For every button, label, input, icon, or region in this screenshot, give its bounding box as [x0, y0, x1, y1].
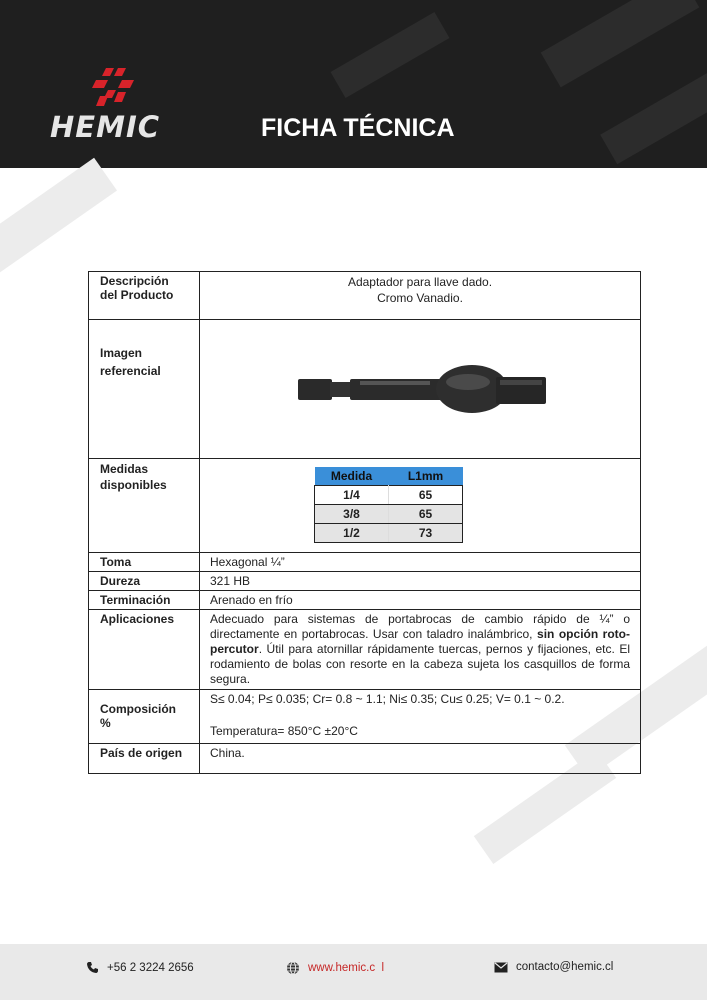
- size-length: 65: [389, 486, 463, 505]
- toma-label: Toma: [89, 553, 200, 572]
- origen-value: China.: [200, 744, 641, 774]
- phone-icon: [86, 961, 99, 974]
- image-label-text: Imagen referencial: [100, 346, 161, 378]
- aplicaciones-text-1: Adecuado para sistemas de portabrocas de cambio rápido de ¼” o directamente en portabrocas. Usar con taladro inalámbrico,: [210, 612, 630, 641]
- image-label: [89, 320, 200, 459]
- size-measure: 1/4: [315, 486, 389, 505]
- origen-label: País de origen: [89, 744, 200, 774]
- hemic-logo[interactable]: [50, 66, 180, 146]
- hemic-logo-icon: [88, 66, 148, 110]
- size-measure: 1/2: [315, 524, 389, 543]
- aplicaciones-value: [200, 610, 641, 690]
- footer-web[interactable]: [286, 961, 384, 975]
- footer: [0, 944, 707, 1000]
- terminacion-value: Arenado en frío: [200, 591, 641, 610]
- header-texture: [600, 70, 707, 164]
- composicion-line-2: Temperatura= 850°C ±20°C: [210, 724, 358, 738]
- website-link[interactable]: www.hemic.c l: [308, 962, 385, 974]
- sizes-label-text: Medidas disponibles: [100, 462, 167, 492]
- description-line-2: Cromo Vanadio.: [377, 291, 463, 305]
- dureza-value: 321 HB: [200, 572, 641, 591]
- sizes-cell: [200, 459, 641, 553]
- aplicaciones-text-2: . Útil para atornillar rápidamente tuercas, pernos y fijaciones, etc. El rodamiento de bolas con resorte en la cabeza sujeta los casquillos de forma segura.: [210, 642, 630, 686]
- page-title: FICHA TÉCNICA: [261, 114, 455, 142]
- footer-phone[interactable]: [86, 961, 194, 974]
- spec-table: [88, 271, 641, 774]
- composicion-value: [200, 690, 641, 744]
- composicion-label-text: Composición %: [100, 702, 177, 730]
- size-length: 65: [389, 505, 463, 524]
- header-banner: [0, 0, 707, 168]
- header-texture: [331, 12, 450, 98]
- footer-email[interactable]: [494, 961, 613, 973]
- header-texture: [541, 0, 700, 87]
- globe-icon: [286, 961, 300, 975]
- terminacion-label: Terminación: [89, 591, 200, 610]
- image-cell: [200, 320, 641, 459]
- aplicaciones-text-bold: sin opción roto-percutor: [210, 627, 631, 656]
- background-watermark: [0, 158, 117, 283]
- sizes-header-measure: Medida: [315, 467, 389, 486]
- dureza-label: Dureza: [89, 572, 200, 591]
- phone-number: +56 2 3224 2656: [107, 961, 194, 974]
- size-measure: 3/8: [315, 505, 389, 524]
- mail-icon: [494, 962, 508, 973]
- sizes-label: [89, 459, 200, 553]
- sizes-header-length: L1mm: [389, 467, 463, 486]
- sizes-table: [314, 467, 463, 543]
- description-line-1: Adaptador para llave dado.: [347, 275, 493, 289]
- aplicaciones-label: Aplicaciones: [89, 610, 200, 690]
- socket-adapter-image: [210, 322, 630, 452]
- description-value: [200, 272, 641, 320]
- size-length: 73: [389, 524, 463, 543]
- brand-name: HEMIC: [50, 110, 161, 144]
- toma-value: Hexagonal ¼”: [200, 553, 641, 572]
- email-address: contacto@hemic.cl: [516, 961, 614, 973]
- description-label: Descripción del Producto: [89, 272, 200, 320]
- composicion-line-1: S≤ 0.04; P≤ 0.035; Cr= 0.8 ~ 1.1; Ni≤ 0.35; Cu≤ 0.25; V= 0.1 ~ 0.2.: [210, 692, 565, 706]
- composicion-label: [89, 690, 200, 744]
